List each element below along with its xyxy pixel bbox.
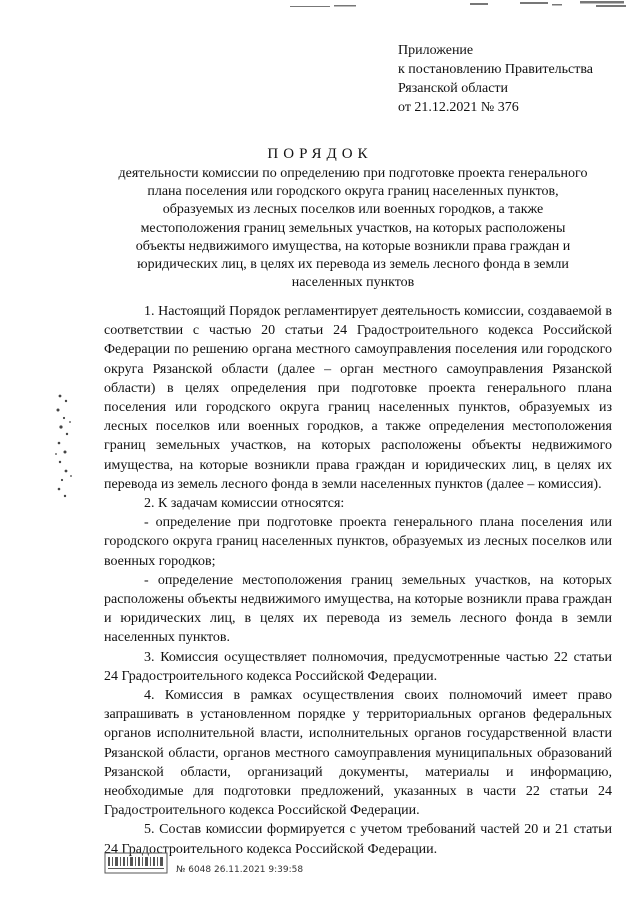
approval-line-3: Рязанской области: [398, 81, 509, 96]
scan-noise-left: [50, 392, 80, 504]
paragraph-2: 2. К задачам комиссии относятся:: [144, 496, 345, 512]
document-title: ПОРЯДОК: [267, 146, 373, 162]
approval-line-4: от 21.12.2021 № 376: [398, 100, 519, 115]
registration-footer: № 6048 26.11.2021 9:39:58: [176, 865, 304, 875]
paragraph-5: 5. Состав комиссии формируется с учетом требований частей 20 и 21 статьи 24 Градостроительного кодекса Российской Федерации.: [104, 822, 612, 857]
document-subtitle: деятельности комиссии по определению при подготовке проекта генерального плана поселения или городского округа границ населенных пунктов, образуемых из лесных поселков или военных городков, а также местоположения границ земельных участков, на которых расположены объекты недвижимого имущества, на которые возникли права граждан и юридических лиц, в целях их перевода из земель лесного фонда в земли населенных пунктов: [118, 166, 588, 291]
document-body: [104, 302, 612, 859]
paragraph-2-item-1: - определение при подготовке проекта генерального плана поселения или городского округа границ населенных пунктов, образуемых из лесных поселков или военных городков;: [104, 515, 612, 569]
approval-block: [398, 41, 593, 117]
registration-stamp-icon: [104, 852, 168, 874]
approval-line-1: Приложение: [398, 43, 474, 58]
approval-line-2: к постановлению Правительства: [398, 62, 594, 77]
scan-noise-top: [0, 0, 640, 20]
paragraph-2-item-2: - определение местоположения границ земельных участков, на которых расположены объекты недвижимого имущества, на которые возникли права граждан и юридических лиц, в целях их перевода из земель лесного фонда в земли населенных пунктов.: [104, 572, 612, 646]
paragraph-4: 4. Комиссия в рамках осуществления своих полномочий имеет право запрашивать в установленном порядке у территориальных органов федеральных органов исполнительной власти, исполнительных органов государственной власти Рязанской области, органов местного самоуправления муниципальных образований Рязанской области, организаций документы, материалы и информацию, необходимые для подготовки предложений, указанных в части 22 статьи 24 Градостроительного кодекса Российской Федерации.: [104, 688, 612, 819]
paragraph-1: 1. Настоящий Порядок регламентирует деятельность комиссии, создаваемой в соответствии с частью 20 статьи 24 Градостроительного кодекса Российской Федерации по решению органа местного самоуправления поселения или городского округа Рязанской области (далее – орган местного самоуправления Рязанской области) в целях определения при подготовке проекта генерального плана поселения или городского округа границ населенных пунктов, образуемых из лесных поселков или военных городков, а также определения местоположения границ земельных участков, на которых расположены объекты недвижимого имущества, на которые возникли права граждан и юридических лиц, в целях их перевода из земель лесного фонда в земли населенных пунктов (далее – комиссия).: [104, 304, 612, 492]
paragraph-3: 3. Комиссия осуществляет полномочия, предусмотренные частью 22 статьи 24 Градостроительного кодекса Российской Федерации.: [104, 649, 612, 684]
